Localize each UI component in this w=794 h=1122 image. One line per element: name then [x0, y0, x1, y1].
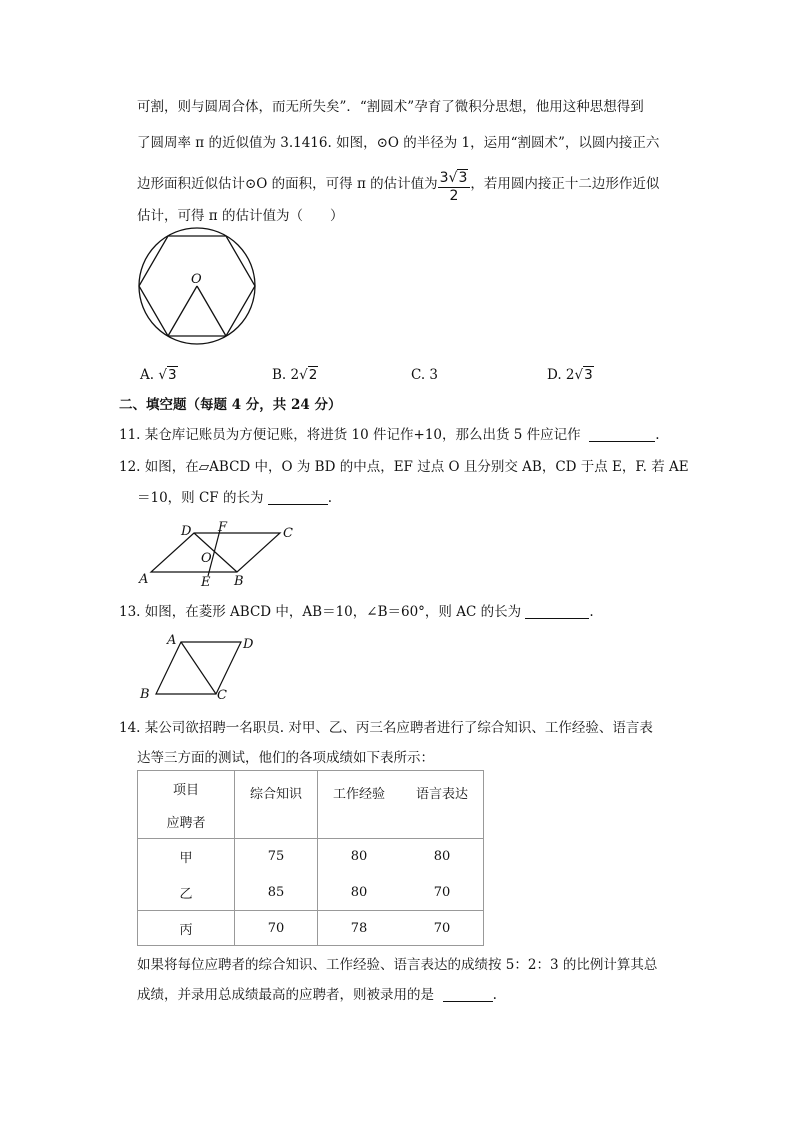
frac-denominator: 2 [449, 188, 459, 204]
option-b-radicand: 2 [308, 367, 318, 383]
q12-text-line-2 [137, 489, 332, 507]
row-name: 丙 [138, 911, 235, 946]
label-a: A [167, 633, 177, 648]
q10-line3-b: ，若用圆内接正十二边形作近似 [470, 176, 660, 192]
row-cell: 75 [235, 839, 318, 875]
option-d: D. 2√3 [547, 367, 593, 383]
q12-end: . [327, 490, 333, 506]
q14-line4: 成绩，并录用总成绩最高的应聘者，则被录用的是 [137, 987, 434, 1003]
q11-question: 11. 某仓库记账员为方便记账，将进货 10 件记作+10，那么出货 5 件应记作 [119, 427, 581, 443]
option-d-radicand: 3 [584, 367, 593, 383]
q11-text [119, 426, 660, 444]
q14-answer-blank[interactable] [443, 987, 493, 1002]
row-cell: 80 [318, 875, 401, 911]
option-a: A. √3 [140, 367, 177, 383]
q10-text-line-2: 了圆周率 π 的近似值为 3.1416. 如图，⊙O 的半径为 1，运用“割圆术”，以圆内接正六 [137, 135, 660, 151]
q14-text-line-1: 14. 某公司欲招聘一名职员. 对甲、乙、丙三名应聘者进行了综合知识、工作经验、语言表 [119, 720, 653, 736]
option-c-prefix: C. 3 [411, 367, 439, 383]
table-header-row [138, 771, 484, 839]
q11-end: . [655, 427, 660, 443]
radius-left [168, 286, 197, 336]
q12-answer-blank[interactable] [268, 490, 328, 505]
q10-text-line-3 [137, 170, 659, 205]
label-a: A [139, 572, 149, 587]
q13-question: 13. 如图，在菱形 ABCD 中，AB＝10，∠B＝60°，则 AC 的长为 [119, 604, 522, 620]
q10-text-line-4: 估计，可得 π 的估计值为（ ） [137, 208, 344, 224]
q13-text [119, 603, 594, 621]
header-cell: 工作经验 [318, 771, 401, 839]
q13-end: . [589, 604, 594, 620]
q12-text-line-1: 12. 如图，在▱ABCD 中，O 为 BD 的中点，EF 过点 O 且分别交 AB，CD 于点 E，F. 若 AE [119, 459, 689, 475]
diagonal-ac [181, 642, 216, 694]
label-d: D [181, 524, 192, 539]
scores-table [137, 770, 484, 946]
label-f: F [218, 520, 228, 535]
center-label-o: O [191, 272, 202, 287]
row-cell: 78 [318, 911, 401, 946]
option-d-prefix: D. 2 [547, 367, 575, 383]
label-b: B [140, 687, 150, 702]
label-b: B [234, 574, 244, 588]
frac-numerator-coef: 3 [439, 170, 449, 186]
corner-top: 项目 [172, 782, 199, 798]
table-corner-cell [138, 771, 235, 839]
row-cell: 80 [318, 839, 401, 875]
q12-line2: ＝10，则 CF 的长为 [137, 490, 264, 506]
label-o: O [201, 551, 212, 566]
q14-end: . [492, 987, 497, 1003]
rhombus-figure [133, 632, 263, 704]
table-row [138, 839, 484, 875]
q10-line3-a: 边形面积近似估计⊙O 的面积，可得 π 的估计值为 [137, 176, 438, 192]
q14-text-line-2: 达等三方面的测试，他们的各项成绩如下表所示： [137, 750, 434, 766]
parallelogram-figure [133, 518, 303, 588]
row-name: 甲 [138, 839, 235, 875]
circle-hexagon-figure [133, 223, 263, 353]
row-cell: 70 [401, 911, 484, 946]
table-row [138, 911, 484, 946]
row-name: 乙 [138, 875, 235, 911]
corner-bottom: 应聘者 [166, 815, 206, 831]
header-cell: 语言表达 [401, 771, 484, 839]
label-d: D [243, 637, 254, 652]
label-e: E [201, 575, 211, 588]
option-b: B. 2√2 [272, 367, 318, 383]
row-cell: 70 [401, 875, 484, 911]
row-cell: 85 [235, 875, 318, 911]
section-heading: 二、填空题（每题 4 分，共 24 分） [119, 397, 342, 413]
q14-text-line-3: 如果将每位应聘者的综合知识、工作经验、语言表达的成绩按 5：2：3 的比例计算其总 [137, 957, 658, 973]
q14-text-line-4 [137, 986, 497, 1004]
row-cell: 80 [401, 839, 484, 875]
row-cell: 70 [235, 911, 318, 946]
frac-numerator-radicand: 3 [458, 170, 468, 186]
q11-answer-blank[interactable] [589, 427, 655, 442]
radius-right [197, 286, 226, 336]
label-c: C [217, 688, 227, 703]
pi-estimate-fraction: $\frac{3√3}{2}$ [438, 170, 471, 205]
header-cell: 综合知识 [235, 771, 318, 839]
option-b-prefix: B. 2 [272, 367, 300, 383]
table-row [138, 875, 484, 911]
q10-text-line-1: 可割，则与圆周合体，而无所失矣”．“割圆术”孕育了微积分思想，他用这种思想得到 [137, 99, 644, 115]
label-c: C [283, 526, 293, 541]
option-a-prefix: A. [140, 367, 155, 383]
q13-answer-blank[interactable] [525, 604, 589, 619]
option-a-radicand: 3 [167, 367, 177, 383]
option-c [411, 366, 438, 384]
